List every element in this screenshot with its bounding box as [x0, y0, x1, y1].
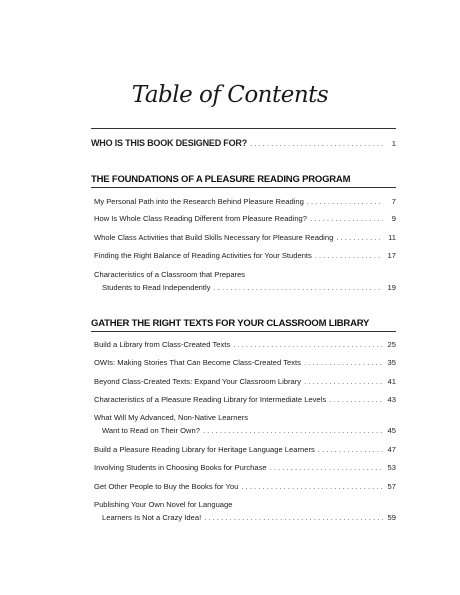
dot-leader: [329, 395, 383, 404]
toc-page-number: 25: [387, 340, 396, 349]
dot-leader: [270, 463, 383, 472]
dot-leader: [336, 233, 383, 242]
toc-entry[interactable]: [94, 251, 396, 260]
toc-entry-label: Involving Students in Choosing Books for Purchase: [94, 463, 267, 472]
dot-leader: [304, 358, 383, 367]
toc-entry-label: Get Other People to Buy the Books for You: [94, 482, 239, 491]
toc-entry-label: Characteristics of a Pleasure Reading Library for Intermediate Levels: [94, 395, 327, 404]
toc-page-number: 57: [387, 482, 396, 491]
section-heading: THE FOUNDATIONS OF A PLEASURE READING PROGRAM: [91, 174, 351, 185]
toc-entry-label: My Personal Path into the Research Behind Pleasure Reading: [94, 197, 304, 206]
toc-page-number: 19: [387, 283, 396, 292]
toc-page-number: 47: [387, 445, 396, 454]
toc-entry[interactable]: [94, 233, 396, 242]
section-heading: GATHER THE RIGHT TEXTS FOR YOUR CLASSROOM LIBRARY: [91, 318, 370, 329]
toc-entry[interactable]: [94, 377, 396, 386]
toc-entry-label: Whole Class Activities that Build Skills Necessary for Pleasure Reading: [94, 233, 334, 242]
toc-page-number: 11: [388, 233, 396, 242]
toc-entry[interactable]: [94, 340, 396, 349]
dot-leader: [307, 197, 383, 206]
dot-leader: [233, 340, 383, 349]
toc-entry-label: Finding the Right Balance of Reading Activities for Your Students: [94, 251, 312, 260]
toc-page-number: 43: [387, 395, 396, 404]
toc-entry[interactable]: [94, 463, 396, 472]
dot-leader: [310, 214, 383, 223]
toc-entry[interactable]: [94, 395, 396, 404]
toc-page-number: 7: [391, 197, 396, 206]
toc-entry-label: Build a Pleasure Reading Library for Heritage Language Learners: [94, 445, 315, 454]
toc-entry-label-line2: Students to Read Independently: [102, 283, 211, 292]
toc-page-number: 53: [387, 463, 396, 472]
dot-leader: [241, 482, 383, 491]
section-divider: [91, 331, 396, 332]
toc-entry-label-line1: Publishing Your Own Novel for Language: [94, 500, 233, 509]
toc-entry-label-line2: Learners Is Not a Crazy Idea!: [102, 513, 202, 522]
dot-leader: [250, 139, 383, 148]
toc-entry[interactable]: [94, 270, 396, 292]
toc-entry-label: Build a Library from Class-Created Texts: [94, 340, 231, 349]
toc-entry[interactable]: [94, 413, 396, 435]
page-title: Table of Contents: [131, 82, 329, 108]
toc-entry[interactable]: [94, 214, 396, 223]
dot-leader: [203, 426, 383, 435]
dot-leader: [304, 377, 383, 386]
toc-entry-label: WHO IS THIS BOOK DESIGNED FOR?: [91, 138, 248, 148]
dot-leader: [214, 283, 383, 292]
toc-entry-label: OWIs: Making Stories That Can Become Class-Created Texts: [94, 358, 301, 367]
toc-page-number: 9: [391, 214, 396, 223]
toc-entry-intro[interactable]: [91, 138, 396, 148]
toc-entry[interactable]: [94, 197, 396, 206]
toc-entry-label-line1: Characteristics of a Classroom that Prepares: [94, 270, 246, 279]
toc-entry-label: How Is Whole Class Reading Different from Pleasure Reading?: [94, 214, 308, 223]
top-divider: [91, 128, 396, 129]
toc-page-number: 35: [387, 358, 396, 367]
toc-entry-label-line1: What Will My Advanced, Non-Native Learners: [94, 413, 249, 422]
toc-entry-label: Beyond Class-Created Texts: Expand Your Classroom Library: [94, 377, 302, 386]
toc-entry[interactable]: [94, 500, 396, 522]
dot-leader: [204, 513, 383, 522]
toc-entry[interactable]: [94, 445, 396, 454]
toc-entry-label-line2: Want to Read on Their Own?: [102, 426, 200, 435]
dot-leader: [315, 251, 383, 260]
toc-page-number: 59: [387, 513, 396, 522]
toc-page-number: 17: [387, 251, 396, 260]
toc-entry[interactable]: [94, 482, 396, 491]
toc-page-number: 45: [387, 426, 396, 435]
dot-leader: [318, 445, 383, 454]
toc-page-number: 1: [391, 139, 396, 148]
toc-page-number: 41: [387, 377, 396, 386]
toc-entry[interactable]: [94, 358, 396, 367]
section-divider: [91, 187, 396, 188]
